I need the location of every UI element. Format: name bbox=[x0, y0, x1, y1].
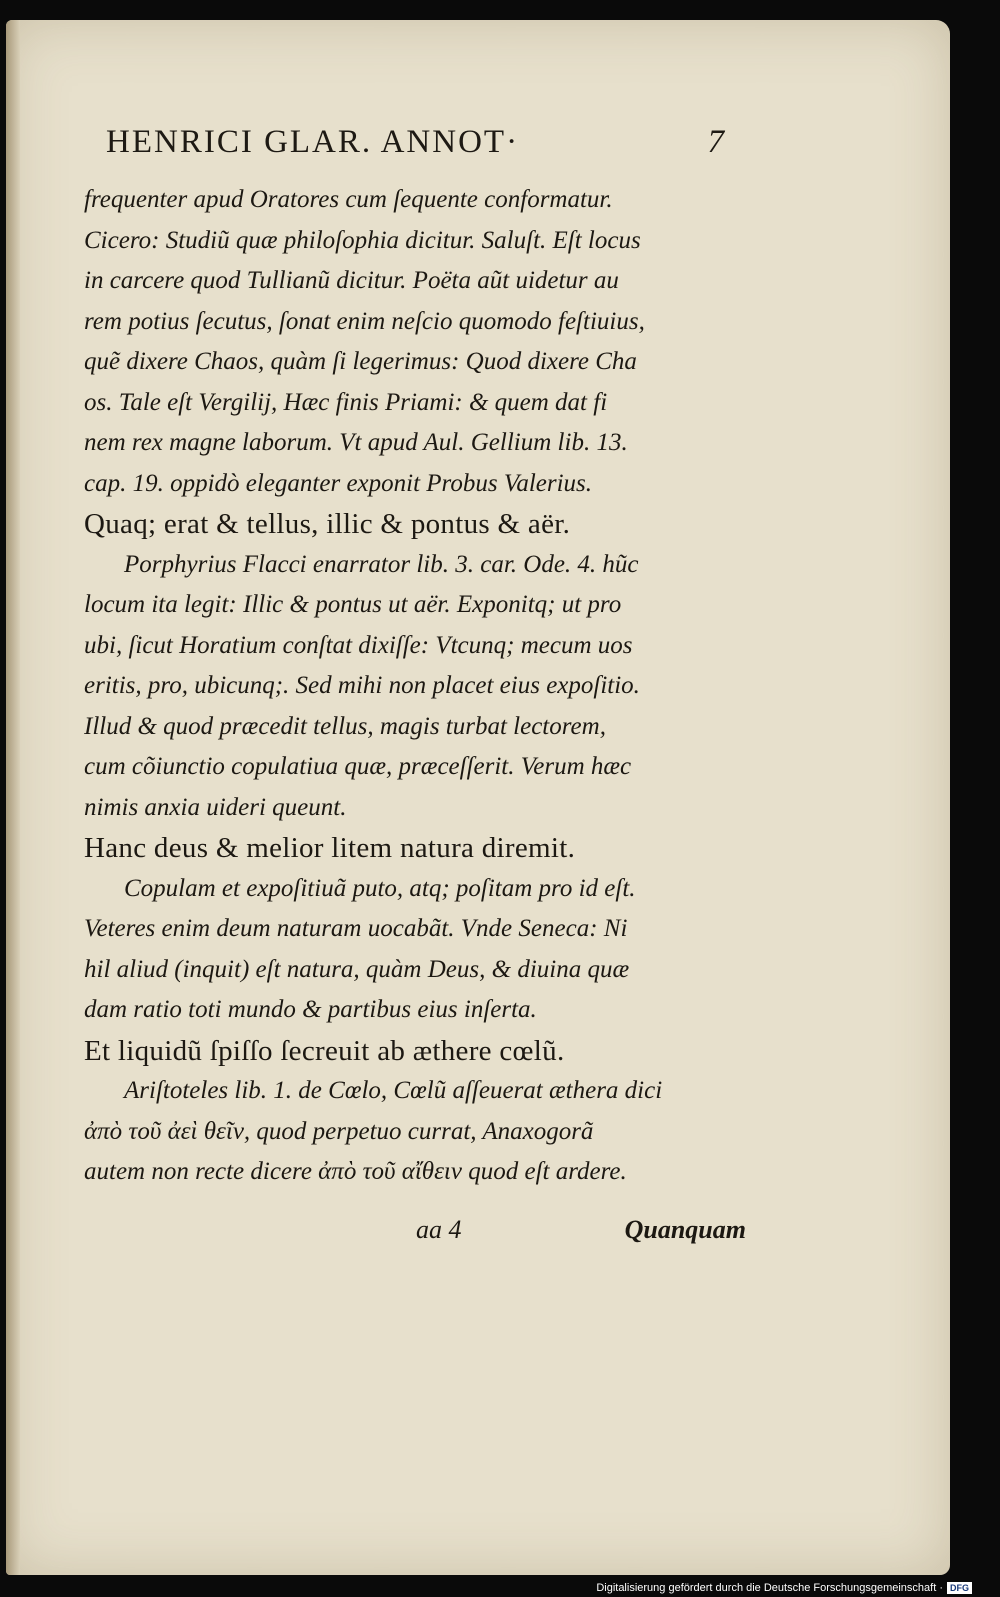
text-line: Porphyrius Flacci enarrator lib. 3. car. Ode. 4. hũc bbox=[124, 550, 639, 578]
text-line: ubi, ſicut Horatium conſtat dixiſſe: Vtcunq; mecum uos bbox=[84, 631, 633, 659]
running-title: HENRICI GLAR. ANNOT· bbox=[106, 124, 520, 160]
text-line: cum cõiunctio copulatiua quæ, præceſſerit. Verum hæc bbox=[84, 753, 632, 780]
text-line: frequenter apud Oratores cum ſequente conformatur. bbox=[84, 186, 613, 213]
text-line: Cicero: Studiũ quæ philoſophia dicitur. Saluſt. Eſt locus bbox=[84, 226, 641, 254]
text-line: Quaq; erat & tellus, illic & pontus & aër. bbox=[84, 508, 571, 540]
text-line: Veteres enim deum naturam uocabãt. Vnde Seneca: Ni bbox=[84, 915, 628, 942]
text-line: nem rex magne laborum. Vt apud Aul. Gellium lib. 13. bbox=[84, 429, 628, 456]
text-block bbox=[84, 180, 744, 1193]
text-line: Et liquidũ ſpiſſo ſecreuit ab æthere cœlũ. bbox=[84, 1034, 565, 1067]
signature-mark: aa 4 bbox=[416, 1215, 462, 1244]
text-line: rem potius ſecutus, ſonat enim neſcio quomodo feſtiuius, bbox=[84, 307, 645, 335]
text-line: in carcere quod Tullianũ dicitur. Poëta aũt uidetur au bbox=[84, 267, 619, 294]
text-line: quẽ dixere Chaos, quàm ſi legerimus: Quod dixere Cha bbox=[84, 348, 637, 375]
page-number: 7 bbox=[707, 124, 726, 160]
digitization-credit bbox=[596, 1580, 972, 1596]
text-line: nimis anxia uideri queunt. bbox=[84, 793, 347, 821]
text-line: Illud & quod præcedit tellus, magis turbat lectorem, bbox=[84, 712, 606, 740]
text-line: autem non recte dicere ἀπὸ τοῦ αἴθειν quod eſt ardere. bbox=[84, 1158, 627, 1185]
text-line: eritis, pro, ubicunq;. Sed mihi non placet eius expoſitio. bbox=[84, 672, 640, 699]
text-line: Copulam et expoſitiuã puto, atq; poſitam pro id eſt. bbox=[124, 874, 636, 902]
text-line: hil aliud (inquit) eſt natura, quàm Deus, & diuina quæ bbox=[84, 955, 630, 983]
text-line: Ariſtoteles lib. 1. de Cœlo, Cœlũ aſſeuerat æthera dici bbox=[124, 1077, 663, 1104]
text-line: Hanc deus & melior litem natura diremit. bbox=[84, 832, 576, 864]
text-line: cap. 19. oppidò eleganter exponit Probus Valerius. bbox=[84, 469, 593, 497]
text-line: ἀπὸ τοῦ ἀεὶ θεῖν, quod perpetuo currat, Anaxogorã bbox=[84, 1117, 594, 1145]
page-footer bbox=[416, 1215, 746, 1255]
dfg-logo: DFG bbox=[947, 1582, 972, 1594]
catchword: Quanquam bbox=[624, 1215, 746, 1244]
text-line: os. Tale eſt Vergilij, Hæc finis Priami: & quem dat fi bbox=[84, 388, 608, 416]
text-line: dam ratio toti mundo & partibus eius inſerta. bbox=[84, 996, 537, 1023]
credit-text: Digitalisierung gefördert durch die Deutsche Forschungsgemeinschaft · bbox=[596, 1582, 943, 1594]
book-page bbox=[6, 20, 950, 1575]
running-header bbox=[106, 124, 726, 168]
page-edge bbox=[6, 20, 20, 1575]
text-line: locum ita legit: Illic & pontus ut aër. Exponitq; ut pro bbox=[84, 591, 622, 618]
